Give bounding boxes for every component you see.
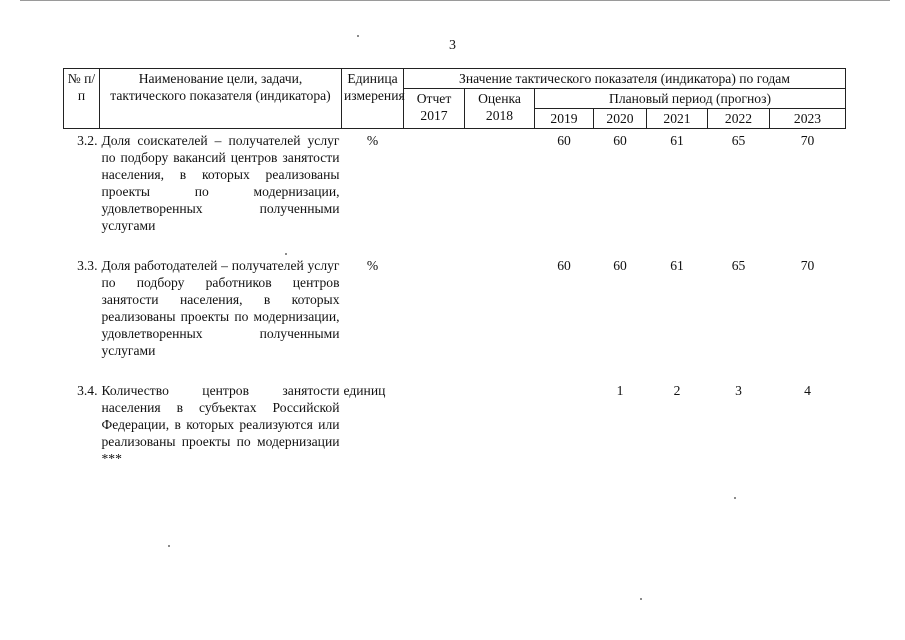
row-report <box>404 254 465 359</box>
table-row <box>64 129 846 235</box>
row-value: 65 <box>731 133 746 148</box>
row-value: 2 <box>673 383 681 398</box>
row-num: 3.3. <box>77 258 98 273</box>
header-values-group: Значение тактического показателя (индикатора) по годам <box>404 69 846 89</box>
header-name: Наименование цели, задачи, тактического показателя (индикатора) <box>100 69 342 129</box>
row-value: 60 <box>557 133 571 148</box>
header-unit: Единица измерения <box>342 69 404 129</box>
scan-speck <box>168 545 170 547</box>
page-number: 3 <box>449 38 456 53</box>
indicators-table <box>63 68 846 467</box>
row-value: 70 <box>800 258 815 273</box>
scan-speck <box>640 598 642 600</box>
header-year: 2023 <box>770 109 846 129</box>
row-value: 70 <box>800 133 815 148</box>
row-name: Доля работодателей – получателей услуг по подбору работников центров занятости населения, в которых реализованы проекты по модернизации, удовлетворенных полученными услугами <box>101 258 340 358</box>
row-value: 60 <box>557 258 571 273</box>
header-report: Отчет 2017 <box>404 89 465 129</box>
row-unit: % <box>366 258 379 273</box>
scan-speck <box>357 35 359 37</box>
header-num: № п/п <box>64 69 100 129</box>
row-num: 3.4. <box>77 383 98 398</box>
table-row <box>64 379 846 467</box>
scan-speck <box>285 253 287 255</box>
row-name: Количество центров занятости населения в субъектах Российской Федерации, в которых реализуются или реализованы проекты по модернизации *** <box>101 383 340 466</box>
row-value <box>535 379 594 467</box>
header-year: 2021 <box>647 109 708 129</box>
row-estimate <box>465 129 535 235</box>
row-estimate <box>465 379 535 467</box>
header-year: 2022 <box>708 109 770 129</box>
header-year: 2019 <box>535 109 594 129</box>
row-value: 1 <box>616 383 624 398</box>
row-value: 4 <box>804 383 811 398</box>
row-estimate <box>465 254 535 359</box>
header-estimate: Оценка 2018 <box>465 89 535 129</box>
row-num: 3.2. <box>77 133 98 148</box>
table-row <box>64 254 846 359</box>
header-plan-group: Плановый период (прогноз) <box>535 89 846 109</box>
row-report <box>404 379 465 467</box>
row-value: 61 <box>670 133 684 148</box>
row-value: 60 <box>613 258 627 273</box>
page-top-edge <box>20 0 890 1</box>
header-year: 2020 <box>594 109 647 129</box>
row-unit: % <box>366 133 379 148</box>
row-value: 61 <box>670 258 684 273</box>
row-value: 3 <box>735 383 742 398</box>
row-name: Доля соискателей – получателей услуг по подбору вакансий центров занятости населения, в которых реализованы проекты по модернизации, удовлетворенных полученными услугами <box>101 133 340 233</box>
scan-speck <box>734 497 736 499</box>
row-unit: единиц <box>343 383 386 398</box>
row-value: 60 <box>613 133 627 148</box>
row-value: 65 <box>731 258 746 273</box>
row-report <box>404 129 465 235</box>
